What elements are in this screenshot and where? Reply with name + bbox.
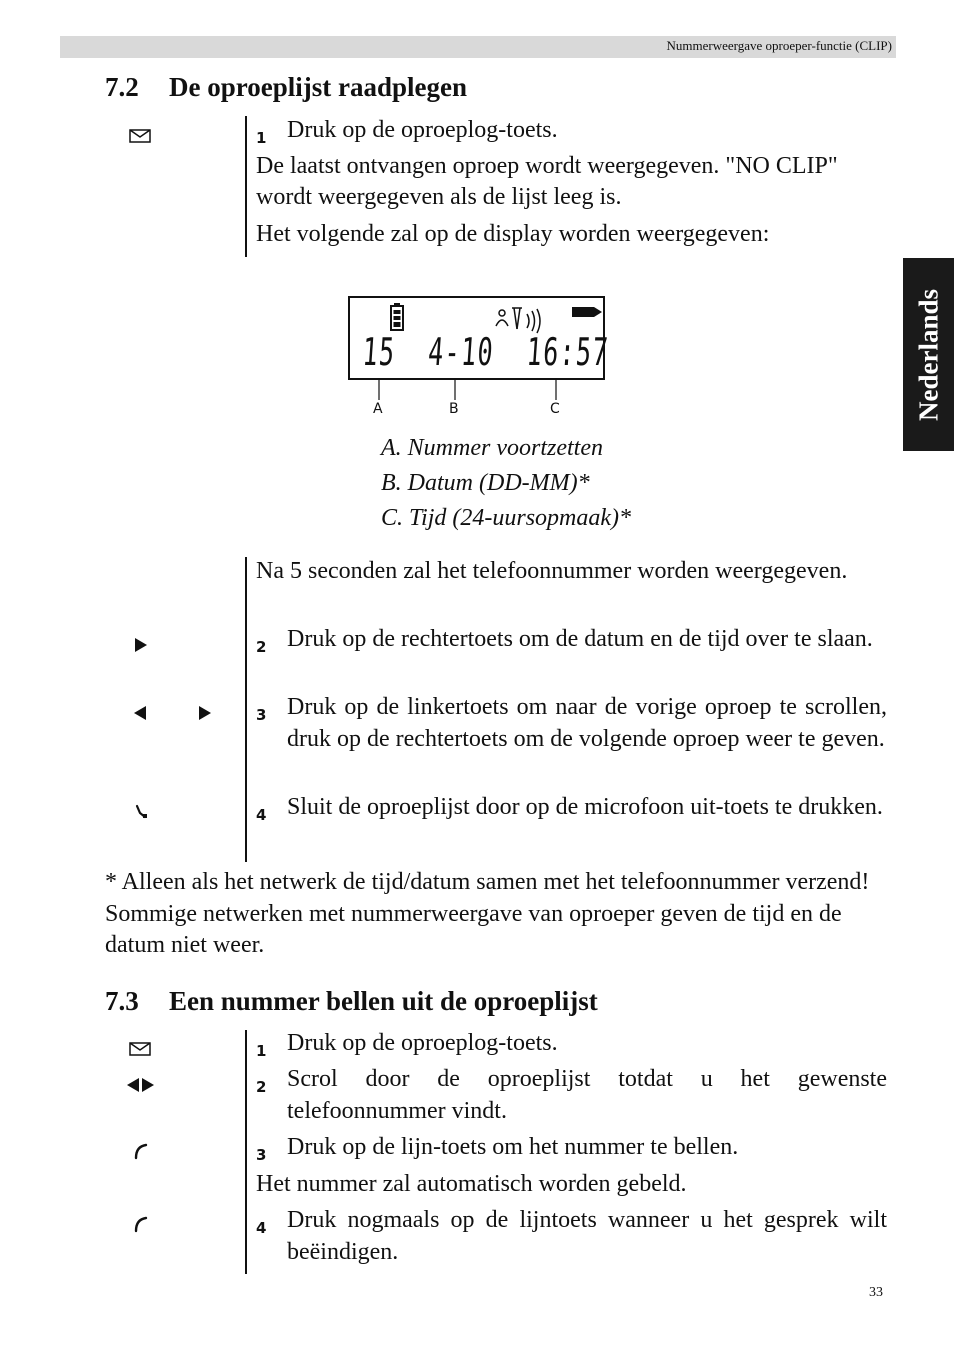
handset-icon [133,1216,149,1234]
paragraph: De laatst ontvangen oproep wordt weergegeven. "NO CLIP" wordt weergegeven als de lijst leeg is. [256,153,838,210]
step-number: 4 [256,1219,267,1237]
lcd-display [348,296,611,380]
step-number: 4 [256,806,267,824]
left-right-arrows-icon [126,1077,156,1093]
step-number: 1 [256,129,267,147]
step-number: 2 [256,1078,267,1096]
paragraph: Het nummer zal automatisch worden gebeld. [256,1171,687,1197]
step-number: 2 [256,638,267,656]
flag-icon [572,307,602,317]
callout-label-c: C [550,401,560,417]
step-number: 3 [256,1146,267,1164]
battery-icon [391,303,403,330]
step-text: Druk op de linkertoets om naar de vorige oproep te scrollen, druk op de rechtertoets om de volgende oproep weer te geven. [287,694,887,752]
step-text: Druk nogmaals op de lijntoets wanneer u het gesprek wilt beëindigen. [287,1207,887,1265]
step-4 [256,792,887,824]
step-text: Druk op de oproeplog-toets. [287,117,558,143]
caption-c: C. Tijd (24-uursopmaak)* [381,505,632,531]
right-arrow-icon [134,637,148,653]
footnote: * Alleen als het netwerk de tijd/datum samen met het telefoonnummer verzend! Sommige netwerken met nummerweergave van oproeper geven de tijd en de datum niet weer. [105,869,870,958]
step-1 [256,1028,887,1060]
caption-b: B. Datum (DD-MM)* [381,470,590,496]
lcd-digits: 15 4-10 16:57 [361,330,611,374]
step-3 [256,1132,887,1164]
running-title: Nummerweergave oproeper-functie (CLIP) [666,38,892,53]
step-4 [256,1205,887,1268]
section-number: 7.3 [105,986,139,1016]
step-text: Druk op de lijn-toets om het nummer te bellen. [287,1134,739,1160]
caption-a: A. Nummer voortzetten [381,435,603,461]
callout-label-a: A [373,401,383,417]
section-number: 7.2 [105,72,139,102]
step-3 [256,692,887,755]
step-2 [256,624,887,656]
paragraph: Het volgende zal op de display worden weergegeven: [256,221,770,247]
step-number: 1 [256,1042,267,1060]
callout-label-b: B [449,401,459,417]
left-arrow-icon [133,705,147,721]
step-text: Druk op de rechtertoets om de datum en de tijd over te slaan. [287,626,873,652]
paragraph: Na 5 seconden zal het telefoonnummer worden weergegeven. [256,558,848,584]
section-heading-7-3 [105,986,598,1017]
step-2 [256,1064,887,1127]
column-rule [245,116,247,257]
hang-up-icon [134,804,148,820]
step-1 [256,115,887,147]
language-tab-label: Nederlands [913,288,943,421]
envelope-icon [129,129,151,143]
page-number: 33 [869,1285,883,1300]
step-number: 3 [256,706,267,724]
right-arrow-icon [198,705,212,721]
language-tab [903,258,954,451]
step-text: Scrol door de oproeplijst totdat u het gewenste telefoonnummer vindt. [287,1066,887,1124]
section-heading-7-2 [105,72,467,103]
step-text: Sluit de oproeplijst door op de microfoon uit-toets te drukken. [287,794,883,820]
column-rule [245,1030,247,1274]
section-title: Een nummer bellen uit de oproeplijst [169,986,598,1016]
step-text: Druk op de oproeplog-toets. [287,1030,558,1056]
display-callout-lines [370,378,570,402]
envelope-icon [129,1042,151,1056]
section-title: De oproeplijst raadplegen [169,72,467,102]
column-rule [245,557,247,862]
handset-icon [133,1143,149,1161]
